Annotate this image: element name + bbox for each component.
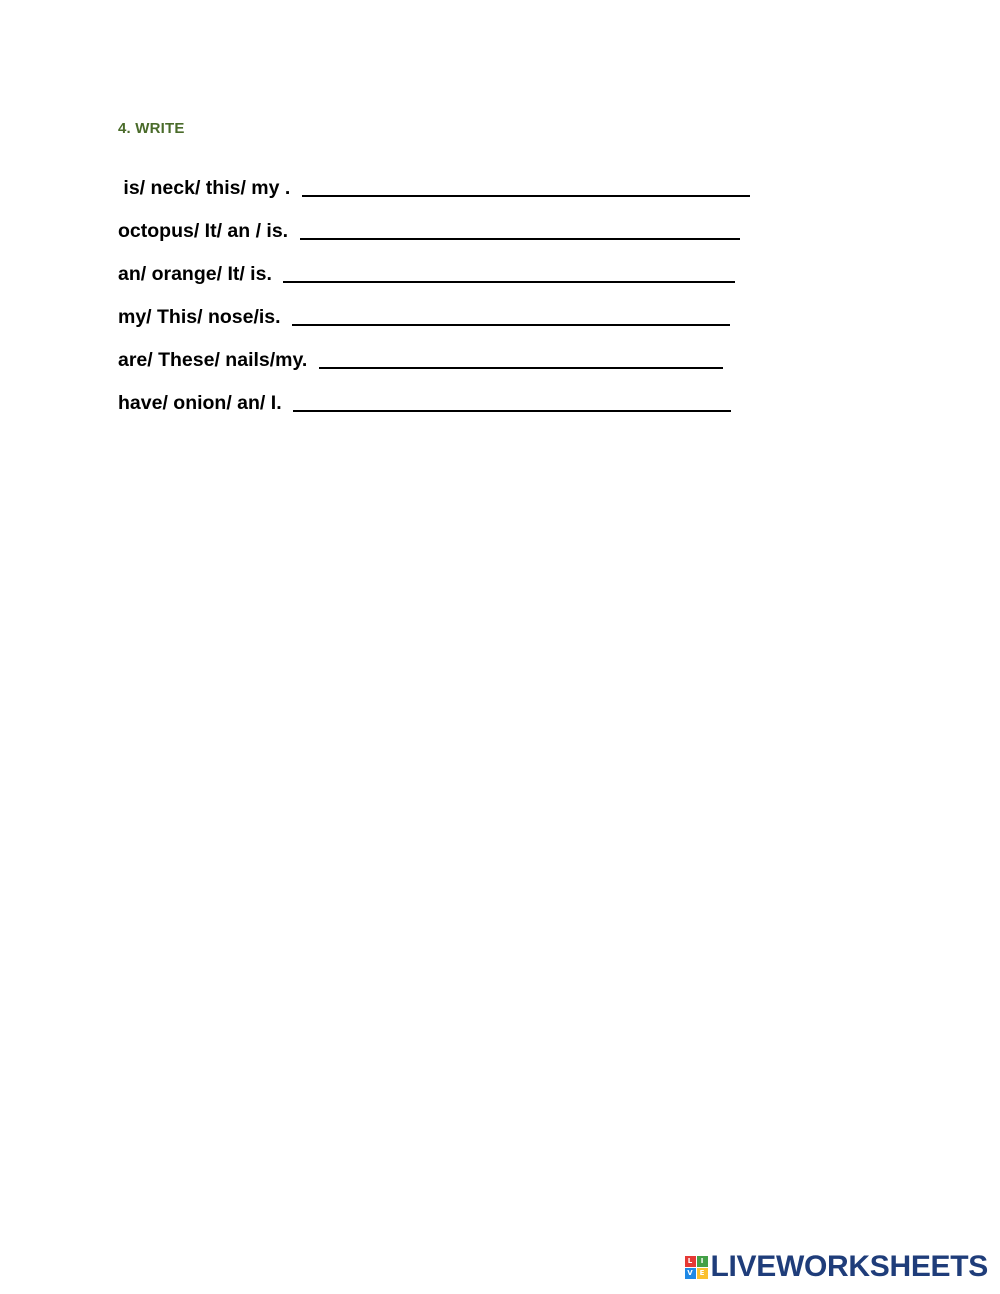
exercise-prompt: an/ orange/ It/ is.: [118, 263, 278, 285]
logo-letter-l: L: [685, 1256, 696, 1267]
answer-blank[interactable]: [293, 388, 731, 412]
exercise-line: [118, 201, 818, 244]
exercise-prompt: are/ These/ nails/my.: [118, 349, 313, 371]
answer-blank[interactable]: [302, 173, 750, 197]
exercise-line: [118, 158, 818, 201]
logo-letter-e: E: [697, 1268, 708, 1279]
exercise-line: [118, 373, 818, 416]
answer-blank[interactable]: [300, 216, 740, 240]
exercise-prompt: is/ neck/ this/ my .: [118, 177, 296, 199]
exercise-prompt: have/ onion/ an/ I.: [118, 392, 288, 414]
exercise-prompt: my/ This/ nose/is.: [118, 306, 286, 328]
exercise-line: [118, 330, 818, 373]
liveworksheets-brand[interactable]: [685, 1252, 989, 1282]
answer-blank[interactable]: [292, 302, 730, 326]
exercise-line: [118, 244, 818, 287]
exercise-list: [118, 158, 818, 416]
liveworksheets-logo-icon: [685, 1256, 708, 1279]
exercise-prompt: octopus/ It/ an / is.: [118, 220, 294, 242]
logo-letter-i: I: [697, 1256, 708, 1267]
answer-blank[interactable]: [319, 345, 723, 369]
logo-letter-v: V: [685, 1268, 696, 1279]
answer-blank[interactable]: [283, 259, 735, 283]
section-title: 4. WRITE: [118, 120, 185, 137]
exercise-line: [118, 287, 818, 330]
brand-name: LIVEWORKSHEETS: [710, 1250, 988, 1283]
